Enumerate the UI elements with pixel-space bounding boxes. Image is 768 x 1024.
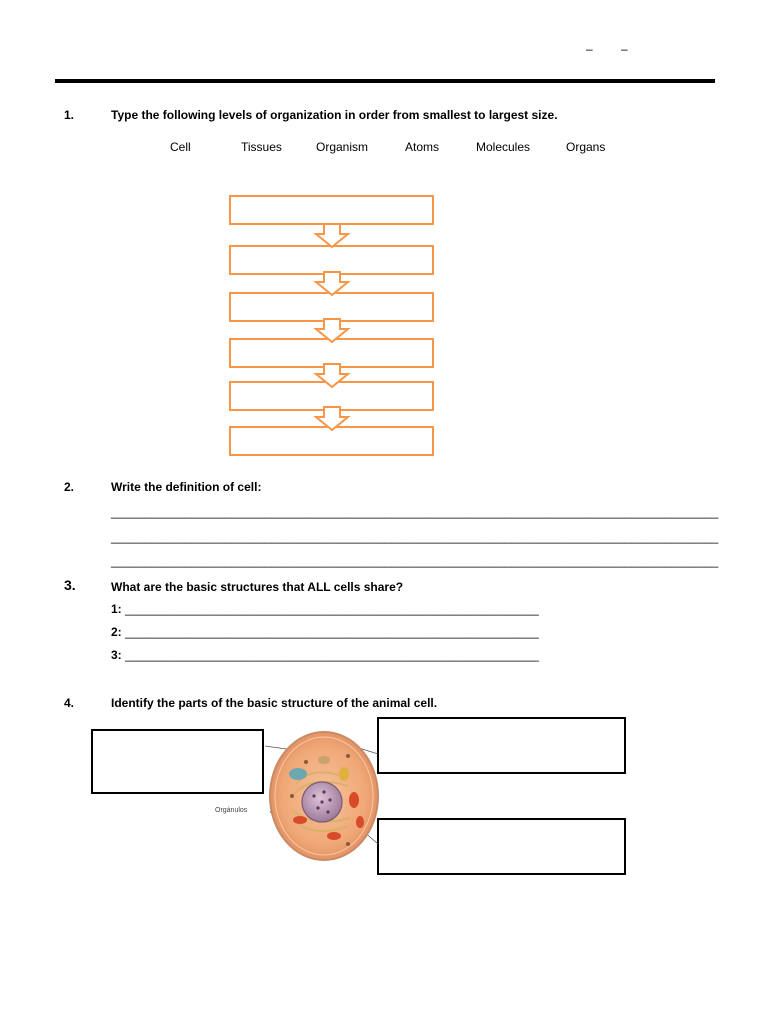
structure-blank-2: ______________________________________________________________	[125, 625, 539, 639]
q3-number: 3.	[64, 577, 76, 593]
structure-line-1[interactable]	[111, 602, 539, 616]
organelles-label: Orgánulos	[215, 807, 248, 814]
flow-arrow-down-icon	[313, 222, 351, 250]
answer-box-left[interactable]	[91, 729, 264, 794]
animal-cell-diagram	[262, 726, 380, 864]
flow-arrow-down-icon	[313, 405, 351, 433]
definition-line-3[interactable]: ___________________________________________________________________________________________	[111, 554, 719, 568]
flow-box-1[interactable]	[229, 195, 434, 225]
structure-line-3[interactable]	[111, 648, 539, 662]
structure-label-2: 2:	[111, 625, 122, 639]
q4-number: 4.	[64, 696, 75, 710]
structure-label-3: 3:	[111, 648, 122, 662]
answer-box-bottom-right[interactable]	[377, 818, 626, 875]
structure-label-1: 1:	[111, 602, 122, 616]
structure-line-2[interactable]	[111, 625, 539, 639]
flow-arrow-down-icon	[313, 362, 351, 390]
term-molecules: Molecules	[476, 140, 531, 154]
header-rule	[55, 79, 715, 83]
structure-blank-3: ______________________________________________________________	[125, 648, 539, 662]
q2-number: 2.	[64, 480, 75, 494]
q1-number: 1.	[64, 108, 75, 122]
q3-text: What are the basic structures that ALL cells share?	[111, 580, 404, 594]
flow-arrow-down-icon	[313, 317, 351, 345]
header-dash-right: –	[621, 42, 628, 56]
structure-blank-1: ______________________________________________________________	[125, 602, 539, 616]
term-organism: Organism	[316, 140, 369, 154]
term-tissues: Tissues	[241, 140, 282, 154]
term-cell: Cell	[170, 140, 191, 154]
term-organs: Organs	[566, 140, 606, 154]
definition-line-2[interactable]: ___________________________________________________________________________________________	[111, 530, 719, 544]
flow-arrow-down-icon	[313, 270, 351, 298]
term-atoms: Atoms	[405, 140, 440, 154]
header-dash-left: –	[586, 42, 593, 56]
q4-text: Identify the parts of the basic structure of the animal cell.	[111, 696, 438, 710]
definition-line-1[interactable]: ___________________________________________________________________________________________	[111, 505, 719, 519]
q1-text: Type the following levels of organization in order from smallest to largest size.	[111, 108, 558, 122]
answer-box-top-right[interactable]	[377, 717, 626, 774]
q2-text: Write the definition of cell:	[111, 480, 262, 494]
